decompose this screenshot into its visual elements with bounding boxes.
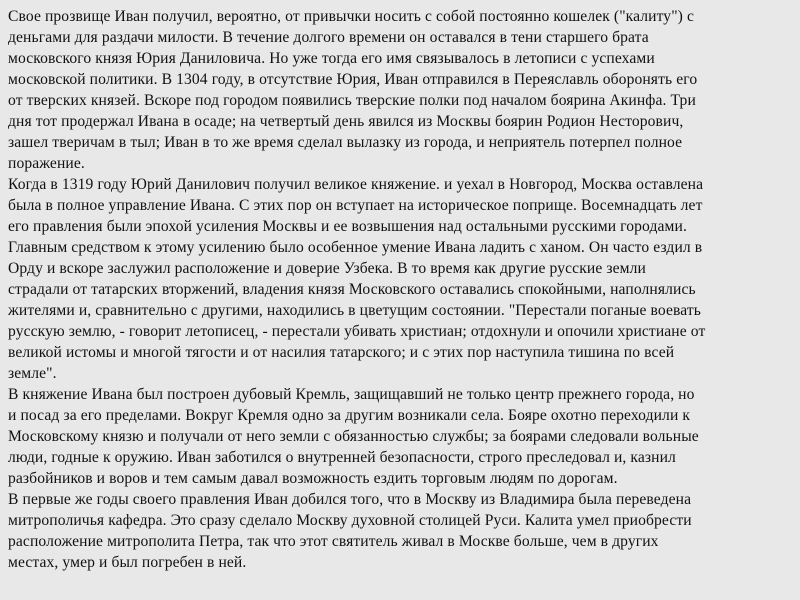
- text-line: поражение.: [8, 155, 85, 172]
- text-line: Главным средством к этому усилению было особенное умение Ивана ладить с ханом. Он часто ездил в: [8, 239, 703, 256]
- text-line: люди, годные к оружию. Иван заботился о внутренней безопасности, строго преследовал и, казнил: [8, 449, 676, 466]
- text-line: русскую землю, - говорит летописец, - перестали убивать христиан; отдохнули и опочили христиане от: [8, 323, 706, 340]
- text-line: и посад за его пределами. Вокруг Кремля одно за другим возникали села. Бояре охотно переходили к: [8, 407, 691, 424]
- text-line: разбойников и воров и тем самым давал возможность ездить торговым людям по дорогам.: [8, 470, 618, 487]
- text-line: была в полное управление Ивана. С этих пор он вступает на историческое поприще. Восемнадцать лет: [8, 197, 703, 214]
- text-line: земле".: [8, 365, 57, 382]
- text-line: Московскому князю и получали от него земли с обязанностью службы; за боярами следовали вольные: [8, 428, 699, 445]
- text-line: от тверских князей. Вскоре под городом появились тверские полки под началом боярина Акинфа. Три: [8, 92, 696, 109]
- text-line: великой истомы и многой тягости и от насилия татарского; и с этих пор наступила тишина по всей: [8, 344, 675, 361]
- text-line: Орду и вскоре заслужил расположение и доверие Узбека. В то время как другие русские земли: [8, 260, 646, 277]
- text-body: [8, 6, 792, 573]
- text-line: московского князя Юрия Даниловича. Но уже тогда его имя связывалось в летописи с успехами: [8, 50, 655, 67]
- text-line: Свое прозвище Иван получил, вероятно, от привычки носить с собой постоянно кошелек ("калиту") с: [8, 8, 694, 25]
- text-line: В первые же годы своего правления Иван добился того, что в Москву из Владимира была переведена: [8, 491, 692, 508]
- text-line: местах, умер и был погребен в ней.: [8, 554, 247, 571]
- text-line: его правления были эпохой усиления Москвы и ее возвышения над остальными русскими городами.: [8, 218, 687, 235]
- text-line: дня тот продержал Ивана в осаде; на четвертый день явился из Москвы боярин Родион Несторович,: [8, 113, 684, 130]
- text-line: страдали от татарских вторжений, владения князя Московского оставались спокойными, наполнялись: [8, 281, 696, 298]
- text-line: московской политики. В 1304 году, в отсутствие Юрия, Иван отправился в Переяславль оборонять его: [8, 71, 698, 88]
- text-line: митрополичья кафедра. Это сразу сделало Москву духовной столицей Руси. Калита умел приобрести: [8, 512, 692, 529]
- text-line: жителями и, сравнительно с другими, находились в цветущим состоянии. "Перестали поганые воевать: [8, 302, 701, 319]
- text-line: деньгами для раздачи милости. В течение долгого времени он оставался в тени старшего брата: [8, 29, 649, 46]
- text-line: зашел тверичам в тыл; Иван в то же время сделал вылазку из города, и неприятель потерпел полное: [8, 134, 683, 151]
- text-line: расположение митрополита Петра, так что этот святитель живал в Москве больше, чем в других: [8, 533, 659, 550]
- text-line: В княжение Ивана был построен дубовый Кремль, защищавший не только центр прежнего города, но: [8, 386, 695, 403]
- text-line: Когда в 1319 году Юрий Данилович получил великое княжение. и уехал в Новгород, Москва оставлена: [8, 176, 704, 193]
